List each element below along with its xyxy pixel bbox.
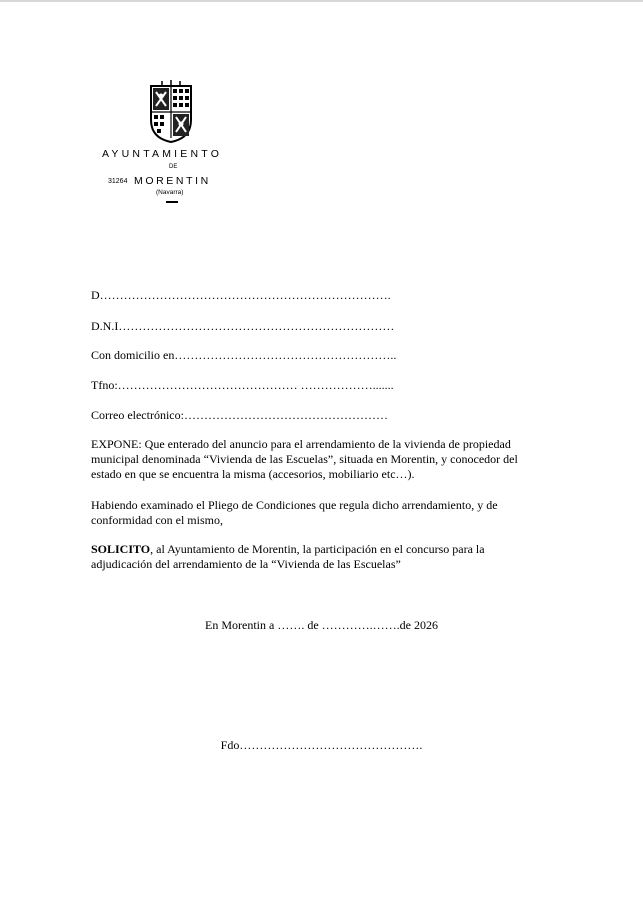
habiendo-paragraph: Habiendo examinado el Pliego de Condiciones que regula dicho arrendamiento, y de conformidad con el mismo, bbox=[91, 498, 498, 527]
top-border bbox=[0, 0, 643, 2]
coat-of-arms-icon bbox=[148, 80, 194, 144]
dni-field: D.N.I…………………………………………………………… bbox=[91, 319, 395, 333]
solicito-paragraph bbox=[91, 542, 546, 572]
email-field: Correo electrónico:…………………………………………… bbox=[91, 408, 388, 422]
letterhead-divider bbox=[166, 201, 178, 203]
town-name: MORENTIN bbox=[134, 175, 211, 187]
address-field: Con domicilio en……………………………………………….. bbox=[91, 348, 397, 362]
region-name: (Navarra) bbox=[156, 189, 184, 196]
expone-paragraph: EXPONE: Que enterado del anuncio para el arrendamiento de la vivienda de propiedad municipal denominada “Vivienda de las Escuelas”, situada en Morentin, y conocedor del estado en que se encuentra la misma (accesorios, mobiliario etc…). bbox=[91, 437, 518, 481]
name-field: D………………………………………………………………. bbox=[91, 288, 391, 302]
solicito-text: , al Ayuntamiento de Morentin, la participación en el concurso para la adjudicación del arrendamiento de la “Vivienda de las Escuelas” bbox=[91, 542, 485, 571]
date-line: En Morentin a ……. de ………….…….de 2026 bbox=[205, 618, 438, 632]
letterhead-title: AYUNTAMIENTO bbox=[102, 148, 223, 160]
signature-line: Fdo………………………………………. bbox=[220, 738, 423, 752]
postal-code: 31264 bbox=[108, 178, 128, 185]
solicito-keyword: SOLICITO bbox=[91, 542, 151, 556]
letterhead-de: DE bbox=[169, 164, 178, 170]
phone-field: Tfno:……………………………………… ………………....... bbox=[91, 378, 394, 392]
